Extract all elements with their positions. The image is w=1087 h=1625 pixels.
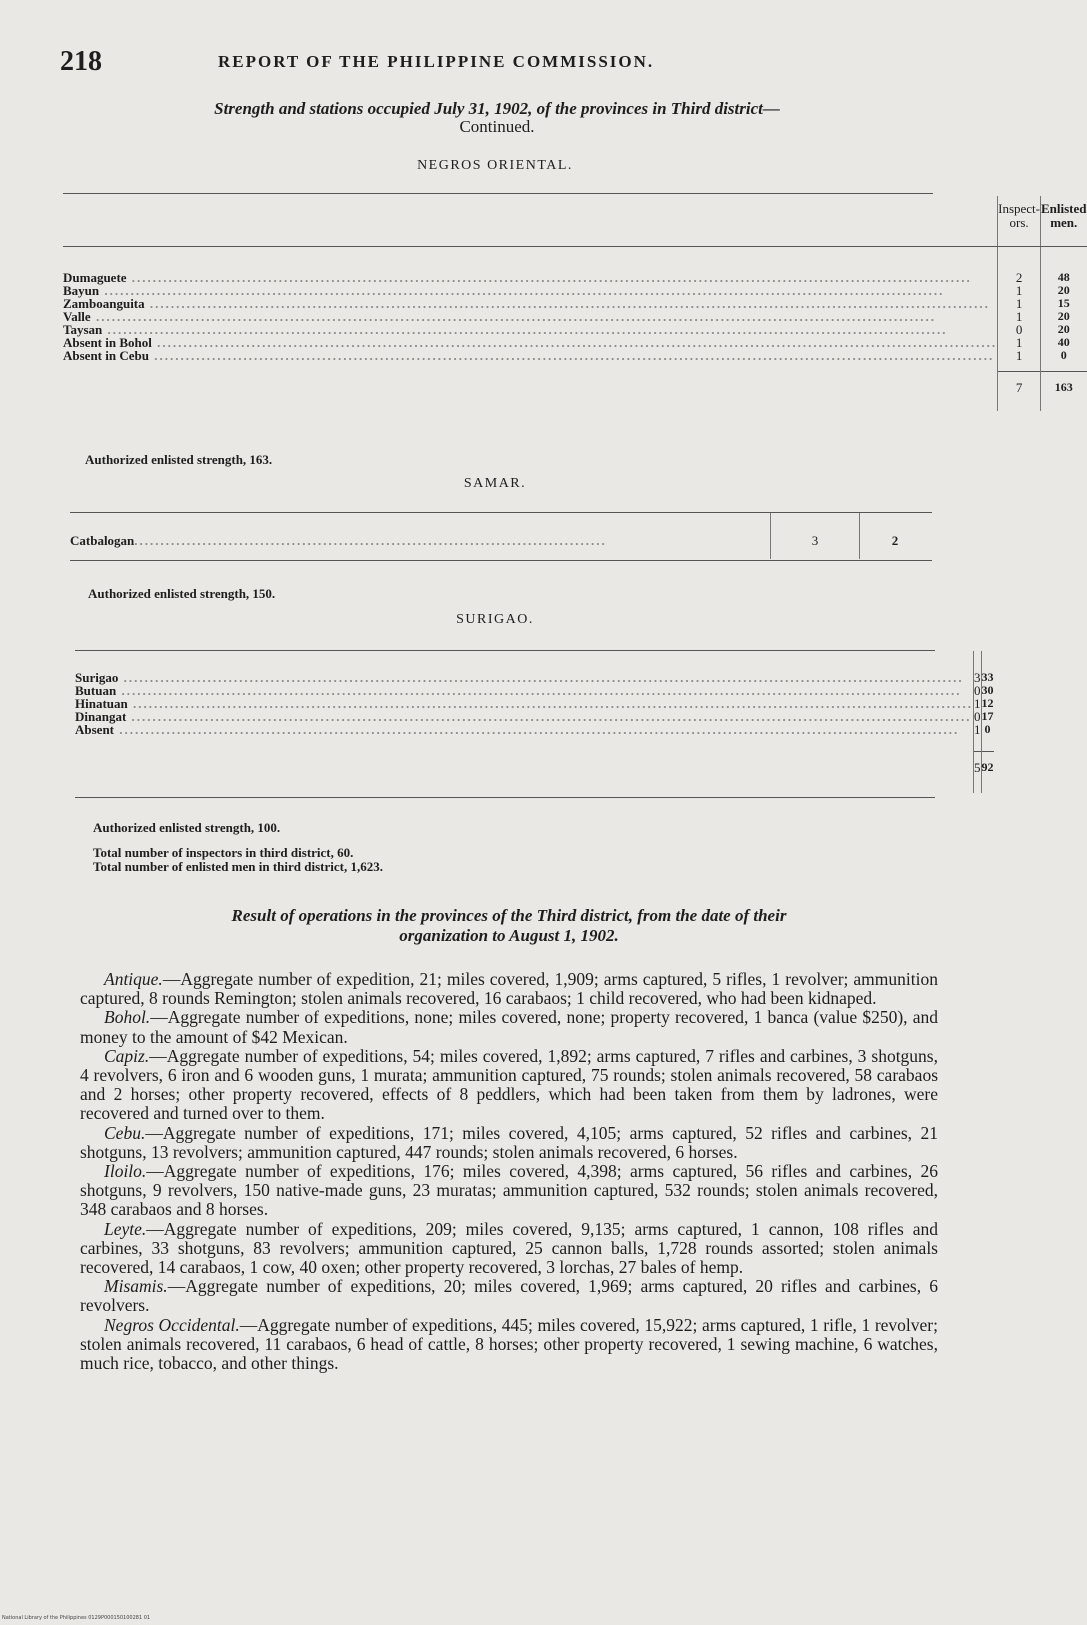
station-name: Zamboanguita ................................................................................................................................................................ xyxy=(63,295,990,311)
total-enlisted: 163 xyxy=(1041,371,1087,411)
total-inspectors: 7 xyxy=(998,371,1041,411)
enlisted-value: 30 xyxy=(981,683,994,697)
leader-dots: ................................................................................................................................................................ xyxy=(118,670,964,685)
province-name: Antique. xyxy=(104,969,163,989)
operations-text xyxy=(80,970,938,1373)
caption-line-1: Strength and stations occupied July 31, 1902, of the provinces in Third district— xyxy=(214,99,780,118)
station-name: Hinatuan ................................................................................................................................................................ xyxy=(75,696,973,711)
table-caption xyxy=(62,100,932,136)
paragraph-body: —Aggregate number of expeditions, 20; miles covered, 1,969; arms captured, 20 rifles and carbines, 6 revolvers. xyxy=(80,1276,938,1316)
province-name: Negros Occidental. xyxy=(104,1314,240,1335)
inspectors-value: 3 xyxy=(974,670,981,685)
section-title-negros-oriental: NEGROS ORIENTAL. xyxy=(417,158,573,173)
station-name: Dumaguete ................................................................................................................................................................ xyxy=(63,269,972,285)
scan-footer: National Library of the Philippines 0129P000150100281 01 xyxy=(2,1615,151,1621)
paragraph-body: —Aggregate number of expeditions, 445; miles covered, 15,922; arms captured, 1 rifle, 1 revolver; stolen animals recovered, 11 carabaos, 6 head of cattle, 8 horses; other property recovered, 1 sewing machine, 6 watches, much rice, tobacco, and other things. xyxy=(80,1314,939,1374)
station-names xyxy=(63,246,998,371)
inspectors-values xyxy=(974,651,982,751)
total-enlisted: 92 xyxy=(981,751,994,793)
paragraph-body: —Aggregate number of expeditions, 54; miles covered, 1,892; arms captured, 7 rifles and carbines, 3 shotguns, 4 revolvers, 6 iron and 6 wooden guns, 1 murata; ammunition captured, 75 rounds; stolen animals recovered, 58 carabaos and 2 horses; other property recovered, effects of 8 peddlers, which had been taken from them by ladrones, were recovered and turned over to them. xyxy=(80,1045,938,1124)
column-header-inspectors: Inspect-ors. xyxy=(998,196,1041,246)
paragraph-body: —Aggregate number of expedition, 21; miles covered, 1,909; arms captured, 5 rifles, 1 revolver; ammunition captured, 8 rounds Remington; stolen animals recovered, 16 carabaos; 1 child recovered, who had been kidnaped. xyxy=(80,969,938,1009)
inspectors-value: 1 xyxy=(974,696,981,711)
province-name: Leyte. xyxy=(104,1218,147,1239)
leader-dots: ................................................................................................................................................................ xyxy=(151,334,998,350)
rule xyxy=(63,193,933,194)
total-row-blank xyxy=(75,751,974,793)
paragraph-body: —Aggregate number of expeditions, 176; miles covered, 4,398; arms captured, 56 rifles and carbines, 26 shotguns, 9 revolvers, 150 native-made guns, 23 muratas; ammunition captured, 532 rounds; stolen animals recovered, 348 carabaos and 8 horses. xyxy=(80,1161,938,1220)
province-name: Bohol. xyxy=(104,1007,151,1028)
paragraph-antique xyxy=(80,970,938,1008)
rule xyxy=(70,560,932,561)
samar-table xyxy=(70,513,930,559)
enlisted-values xyxy=(1041,246,1087,371)
paragraph-leyte xyxy=(80,1220,938,1278)
station-name: Valle ................................................................................................................................................................ xyxy=(63,308,936,324)
inspectors-values xyxy=(998,246,1041,371)
leader-dots: ................................................................................................................................................................ xyxy=(116,683,962,698)
paragraph-misamis xyxy=(80,1277,938,1315)
operations-caption xyxy=(78,906,940,946)
paragraph-negros-occidental xyxy=(80,1316,938,1374)
inspectors-value: 0 xyxy=(1015,321,1023,337)
authorized-strength-surigao: Authorized enlisted strength, 100. xyxy=(93,820,281,835)
station-name: Absent in Cebu ................................................................................................................................................................ xyxy=(63,347,995,363)
enlisted-value: 40 xyxy=(1057,334,1070,349)
inspectors-value: 1 xyxy=(1015,282,1023,298)
station-name: Dinangat ................................................................................................................................................................ xyxy=(75,709,972,724)
leader-dots: ................................................................................................................................................................ xyxy=(99,282,945,298)
station-name: Butuan ................................................................................................................................................................ xyxy=(75,683,962,698)
negros-oriental-table xyxy=(63,196,1087,411)
inspectors-value: 1 xyxy=(974,722,981,737)
inspectors-value: 1 xyxy=(1015,334,1023,350)
total-row-blank xyxy=(63,371,998,411)
leader-dots: ................................................................................................................................................................ xyxy=(148,347,995,363)
province-name: Misamis. xyxy=(104,1276,168,1297)
leader-dots: ................................................................................................................................................................ xyxy=(126,269,972,285)
page-number: 218 xyxy=(60,46,102,77)
authorized-strength-negros: Authorized enlisted strength, 163. xyxy=(85,452,273,467)
paragraph-body: —Aggregate number of expeditions, 209; miles covered, 9,135; arms captured, 1 cannon, 108 rifles and carbines, 33 shotguns, 83 revolvers; ammunition captured, 25 cannon balls, 1,728 rounds assorted; stolen animals recovered, 14 carabaos, 1 cow, 40 oxen; other property recovered, 3 lorchas, 27 bales of hemp. xyxy=(80,1218,938,1278)
paragraph-body: —Aggregate number of expeditions, none; miles covered, none; property recovered, 1 banca (value $250), and money to the amount of $42 Mexican. xyxy=(80,1007,938,1047)
enlisted-values xyxy=(981,651,994,751)
enlisted-value: 17 xyxy=(981,709,994,723)
leader-dots: ................................................................................................................................................................ xyxy=(144,295,990,311)
authorized-strength-samar: Authorized enlisted strength, 150. xyxy=(88,586,276,601)
running-head: REPORT OF THE PHILIPPINE COMMISSION. xyxy=(218,52,655,71)
page-header xyxy=(60,46,940,86)
leader-dots: ................................................................................................................................................................ xyxy=(102,321,948,337)
station-name: Absent ................................................................................................................................................................ xyxy=(75,722,960,737)
operations-caption-line-1: Result of operations in the provinces of the Third district, from the date of their xyxy=(231,906,787,925)
enlisted-value: 20 xyxy=(1057,321,1070,336)
total-inspectors-note: Total number of inspectors in third district, 60. xyxy=(93,845,354,860)
column-header-enlisted: Enlisted men. xyxy=(1041,196,1087,246)
operations-caption-line-2: organization to August 1, 1902. xyxy=(399,926,619,945)
enlisted-value: 12 xyxy=(981,696,994,710)
station-name: Surigao ................................................................................................................................................................ xyxy=(75,670,964,685)
station-name: Taysan ................................................................................................................................................................ xyxy=(63,321,948,337)
section-title-samar: SAMAR. xyxy=(463,476,527,491)
caption-line-2: Continued. xyxy=(459,117,535,136)
station-names xyxy=(75,651,974,751)
enlisted-value: 20 xyxy=(1057,282,1070,297)
station-name-text: Catbalogan xyxy=(70,533,135,548)
enlisted-value: 0 xyxy=(984,722,991,736)
enlisted-value: 20 xyxy=(1057,308,1070,323)
station-name xyxy=(70,513,771,559)
enlisted-value: 0 xyxy=(1060,347,1067,362)
inspectors-value: 0 xyxy=(974,709,981,724)
rule xyxy=(75,797,935,798)
paragraph-capiz xyxy=(80,1047,938,1124)
enlisted-value: 2 xyxy=(860,513,931,559)
district-totals xyxy=(93,846,383,874)
enlisted-value: 48 xyxy=(1057,269,1070,284)
leader-dots: .......................................................................................... xyxy=(134,533,607,548)
surigao-table xyxy=(75,651,994,793)
enlisted-value: 33 xyxy=(981,670,994,684)
paragraph-iloilo xyxy=(80,1162,938,1220)
total-inspectors: 5 xyxy=(974,751,982,793)
leader-dots: ................................................................................................................................................................ xyxy=(114,722,960,737)
province-name: Cebu. xyxy=(104,1122,146,1143)
table-header-blank xyxy=(63,196,998,246)
inspectors-value: 1 xyxy=(1015,308,1023,324)
province-name: Iloilo. xyxy=(104,1161,147,1182)
paragraph-bohol xyxy=(80,1008,938,1046)
total-enlisted-note: Total number of enlisted men in third district, 1,623. xyxy=(93,859,383,874)
enlisted-value: 15 xyxy=(1057,295,1070,310)
inspectors-value: 1 xyxy=(1015,347,1023,363)
inspectors-value: 0 xyxy=(974,683,981,698)
province-name: Capiz. xyxy=(104,1045,150,1066)
inspectors-value: 2 xyxy=(1015,269,1023,285)
paragraph-cebu xyxy=(80,1124,938,1162)
leader-dots: ................................................................................................................................................................ xyxy=(127,696,973,711)
leader-dots: ................................................................................................................................................................ xyxy=(90,308,936,324)
station-name: Bayun ................................................................................................................................................................ xyxy=(63,282,945,298)
inspectors-value: 3 xyxy=(771,513,860,559)
paragraph-body: —Aggregate number of expeditions, 171; miles covered, 4,105; arms captured, 52 rifles and carbines, 21 shotguns, 13 revolvers; ammunition captured, 447 rounds; stolen animals recovered, 6 horses. xyxy=(80,1122,938,1162)
station-name: Absent in Bohol ................................................................................................................................................................ xyxy=(63,334,998,350)
section-title-surigao: SURIGAO. xyxy=(456,612,534,627)
leader-dots: ................................................................................................................................................................ xyxy=(126,709,972,724)
inspectors-value: 1 xyxy=(1015,295,1023,311)
